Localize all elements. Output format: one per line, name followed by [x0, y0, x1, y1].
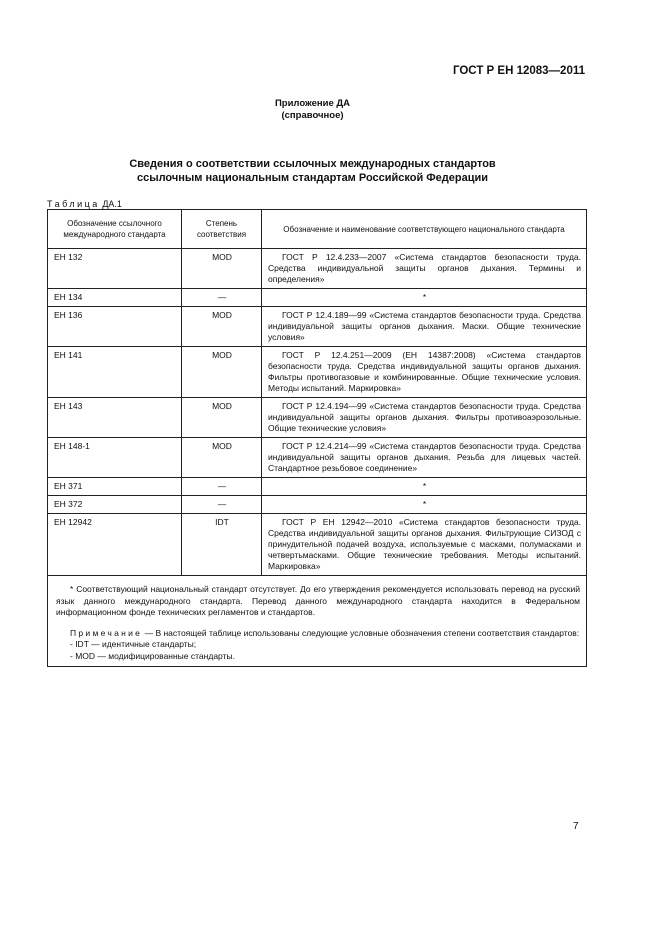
cell-reference: ЕН 143: [48, 398, 182, 438]
cell-degree: MOD: [182, 307, 262, 347]
correspondence-table: [47, 209, 587, 667]
cell-degree: MOD: [182, 249, 262, 289]
annex-subtitle: (справочное): [281, 110, 344, 121]
cell-national: ГОСТ Р 12.4.214—99 «Система стандартов безопасности труда. Средства индивидуальной защиты органов дыхания. Резьба для лицевых частей. Стандартное резьбовое соединение»: [262, 438, 587, 478]
section-title: [0, 157, 625, 185]
note-text: — В настоящей таблице использованы следующие условные обозначения степени соответствия стандартов:: [144, 627, 580, 638]
cell-reference: ЕН 132: [48, 249, 182, 289]
cell-national: ГОСТ Р 12.4.233—2007 «Система стандартов безопасности труда. Средства индивидуальной защиты органов дыхания. Термины и определения»: [262, 249, 587, 289]
page-number: 7: [573, 821, 579, 832]
table-row: [48, 398, 587, 438]
cell-reference: ЕН 141: [48, 347, 182, 398]
cell-reference: ЕН 148-1: [48, 438, 182, 478]
table-label-number: ДА.1: [102, 199, 122, 209]
cell-reference: ЕН 134: [48, 289, 182, 307]
table-row: [48, 347, 587, 398]
table-row: [48, 249, 587, 289]
column-header-degree: Степень соответствия: [182, 210, 262, 249]
note-label: Примечание: [70, 627, 143, 638]
note-item: - IDT — идентичные стандарты;: [70, 639, 197, 649]
cell-national: *: [262, 289, 587, 307]
cell-national: *: [262, 478, 587, 496]
cell-reference: ЕН 371: [48, 478, 182, 496]
table-row: [48, 307, 587, 347]
table-row: [48, 496, 587, 514]
section-title-line-1: Сведения о соответствии ссылочных международных стандартов: [129, 158, 496, 170]
annex-heading: [0, 98, 625, 122]
cell-degree: —: [182, 478, 262, 496]
cell-reference: ЕН 136: [48, 307, 182, 347]
cell-degree: MOD: [182, 438, 262, 478]
footnote: * Соответствующий национальный стандарт отсутствует. До его утверждения рекомендуется использовать перевод на русский язык данного международного стандарта. Перевод данного международного стандарта находится в Федеральном информационном фонде технических регламентов и стандартов.: [56, 584, 580, 617]
cell-national: ГОСТ Р 12.4.189—99 «Система стандартов безопасности труда. Средства индивидуальной защиты органов дыхания. Маски. Общие технические условия»: [262, 307, 587, 347]
note-item: - MOD — модифицированные стандарты.: [70, 650, 235, 661]
cell-degree: —: [182, 496, 262, 514]
column-header-national: Обозначение и наименование соответствующего национального стандарта: [262, 210, 587, 249]
table-header-row: [48, 210, 587, 249]
cell-national: ГОСТ Р 12.4.194—99 «Система стандартов безопасности труда. Средства индивидуальной защиты органов дыхания. Фильтры противоаэрозольные. Общие технические условия»: [262, 398, 587, 438]
section-title-line-2: ссылочным национальным стандартам Российской Федерации: [136, 172, 489, 184]
cell-national: ГОСТ Р 12.4.251—2009 (ЕН 14387:2008) «Система стандартов безопасности труда. Средства индивидуальной защиты органов дыхания. Фильтры противогазовые и комбинированные. Общие технические условия. Методы испытаний. Маркировка»: [262, 347, 587, 398]
cell-reference: ЕН 12942: [48, 514, 182, 576]
table-row: [48, 289, 587, 307]
cell-reference: ЕН 372: [48, 496, 182, 514]
cell-degree: MOD: [182, 398, 262, 438]
cell-degree: MOD: [182, 347, 262, 398]
cell-degree: IDT: [182, 514, 262, 576]
table-label-word: Таблица: [47, 199, 100, 209]
note: [56, 628, 580, 640]
document-code: ГОСТ Р ЕН 12083—2011: [452, 65, 585, 77]
annex-title: Приложение ДА: [274, 98, 351, 109]
cell-degree: —: [182, 289, 262, 307]
table-footer-row: [48, 576, 587, 667]
table-notes: [48, 576, 587, 667]
table-label: [47, 199, 122, 209]
table-row: [48, 514, 587, 576]
cell-national: ГОСТ Р ЕН 12942—2010 «Система стандартов безопасности труда. Средства индивидуальной защиты органов дыхания. Фильтрующие СИЗОД с принудительной подачей воздуха, используемые с масками, полумасками и четвертьмасками. Общие технические требования. Методы испытаний. Маркировка»: [262, 514, 587, 576]
column-header-reference: Обозначение ссылочного международного стандарта: [48, 210, 182, 249]
cell-national: *: [262, 496, 587, 514]
table-row: [48, 438, 587, 478]
table-row: [48, 478, 587, 496]
